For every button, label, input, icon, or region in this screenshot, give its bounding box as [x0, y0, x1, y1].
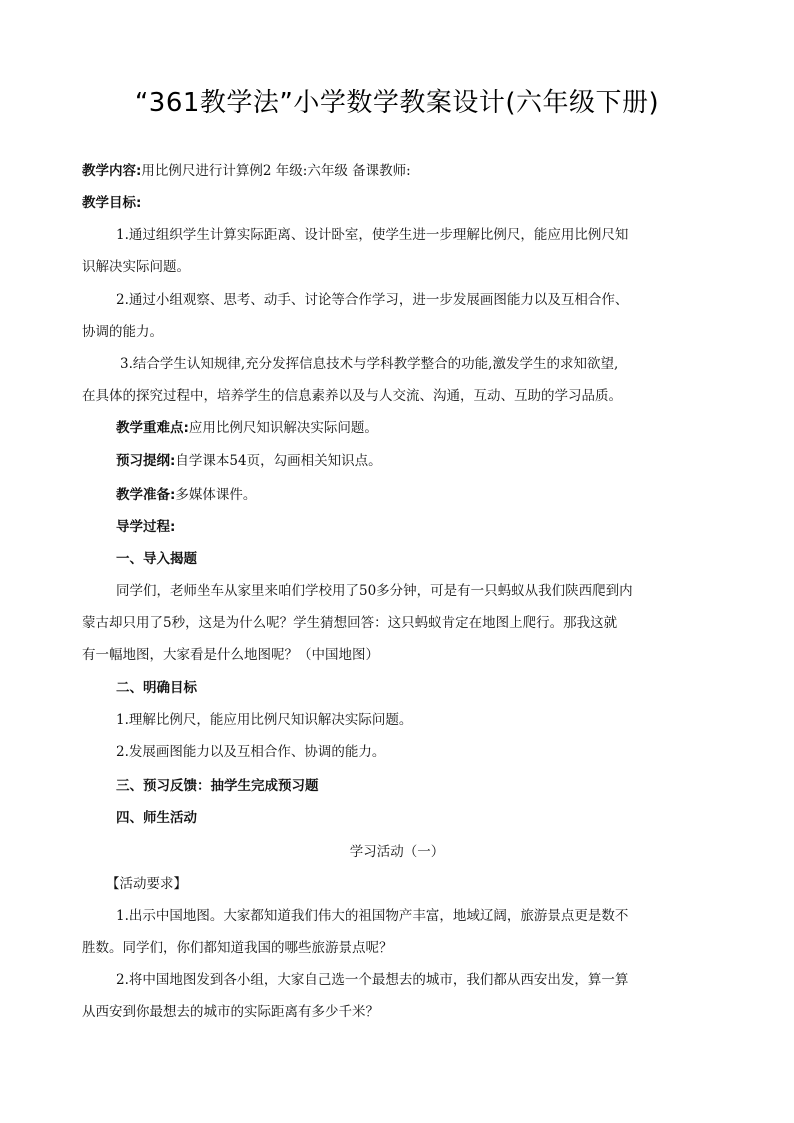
section-1-line-1: 同学们，老师坐车从家里来咱们学校用了50多分钟，可是有一只蚂蚁从我们陕西爬到内: [116, 583, 633, 599]
objective-1-line-2: 识解决实际问题。: [82, 259, 190, 275]
objective-2-line-2: 协调的能力。: [82, 324, 163, 340]
objective-3-line-2: 在具体的探究过程中，培养学生的信息素养以及与人交流、沟通，互动、互助的学习品质。: [82, 388, 622, 404]
requirement-2-line-2: 从西安到你最想去的城市的实际距离有多少千米？: [82, 1004, 379, 1020]
requirement-1-line-2: 胜数。同学们，你们都知道我国的哪些旅游景点呢？: [82, 940, 393, 956]
section-2-item-2: 2.发展画图能力以及互相合作、协调的能力。: [116, 744, 386, 760]
activity-title: 学习活动（一）: [349, 844, 445, 860]
section-1-heading: 一、导入揭题: [116, 551, 197, 567]
section-1-line-2: 蒙古却只用了5秒，这是为什么呢？学生猜想回答：这只蚂蚁肯定在地图上爬行。那我这就: [82, 615, 618, 631]
preview-label: 预习提纲:: [116, 453, 176, 469]
page-title: “361教学法”小学数学教案设计(六年级下册): [134, 88, 660, 118]
content-label: 教学内容:: [82, 163, 142, 179]
preparation-value: 多媒体课件。: [175, 487, 257, 503]
requirement-2-line-1: 2.将中国地图发到各小组，大家自己选一个最想去的城市，我们都从西安出发，算一算: [116, 972, 629, 988]
objectives-heading: 教学目标:: [82, 195, 142, 211]
key-points-label: 教学重难点:: [116, 420, 189, 436]
objective-1-line-1: 1.通过组织学生计算实际距离、设计卧室，使学生进一步理解比例尺，能应用比例尺知: [116, 227, 629, 243]
preparation-row: [116, 485, 256, 505]
section-2-item-1: 1.理解比例尺，能应用比例尺知识解决实际问题。: [116, 712, 413, 728]
objective-2-line-1: 2.通过小组观察、思考、动手、讨论等合作学习，进一步发展画图能力以及互相合作、: [116, 292, 629, 308]
content-value: 用比例尺进行计算例2 年级:六年级 备课教师:: [141, 163, 411, 179]
section-2-heading: 二、明确目标: [116, 680, 197, 696]
key-points-value: 应用比例尺知识解决实际问题。: [188, 420, 378, 436]
section-4-heading: 四、师生活动: [116, 810, 197, 826]
section-3-heading: 三、预习反馈：抽学生完成预习题: [116, 778, 319, 794]
requirement-1-line-1: 1.出示中国地图。大家都知道我们伟大的祖国物产丰富，地域辽阔，旅游景点更是数不: [116, 908, 629, 924]
preview-value: 自学课本54页，勾画相关知识点。: [175, 453, 382, 469]
objective-3-line-1: 3.结合学生认知规律,充分发挥信息技术与学科教学整合的功能,激发学生的求知欲望,: [120, 356, 619, 372]
key-points-row: [116, 418, 378, 438]
content-row: [82, 161, 411, 181]
activity-requirements-label: 【活动要求】: [106, 876, 187, 892]
preparation-label: 教学准备:: [116, 487, 176, 503]
process-heading: 导学过程:: [116, 519, 176, 535]
preview-row: [116, 451, 382, 471]
section-1-line-3: 有一幅地图，大家看是什么地图呢？（中国地图）: [82, 647, 379, 663]
